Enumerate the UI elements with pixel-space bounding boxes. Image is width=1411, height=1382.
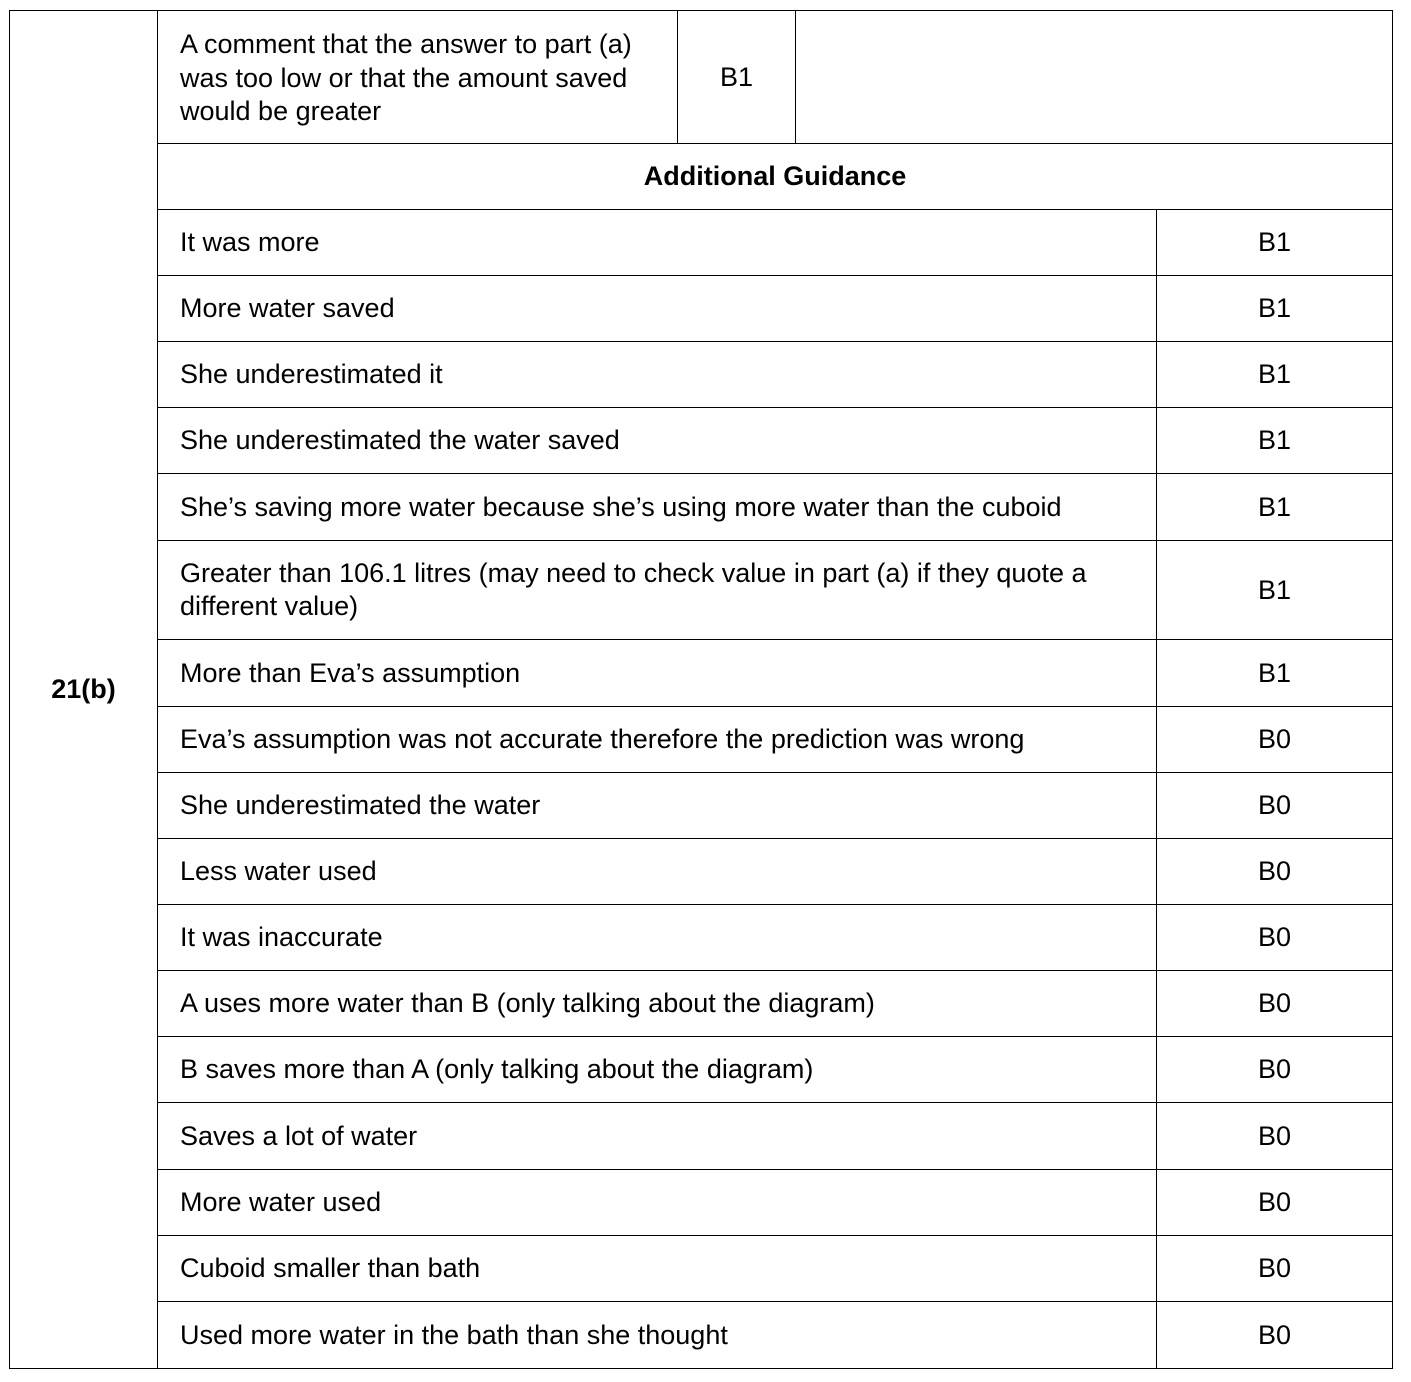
guidance-text: Saves a lot of water xyxy=(158,1103,1157,1169)
guidance-mark: B0 xyxy=(1257,922,1292,952)
guidance-row xyxy=(158,971,1392,1037)
guidance-text: It was more xyxy=(158,210,1157,275)
guidance-row xyxy=(158,276,1392,342)
guidance-mark: B0 xyxy=(1257,856,1292,886)
guidance-row xyxy=(158,905,1392,971)
guidance-mark: B0 xyxy=(1257,724,1292,754)
guidance-text: More than Eva’s assumption xyxy=(158,640,1157,706)
mark-scheme-table xyxy=(9,10,1393,1369)
guidance-row xyxy=(158,1302,1392,1368)
guidance-mark: B0 xyxy=(1257,1120,1292,1151)
guidance-row xyxy=(158,474,1392,541)
guidance-text: Eva’s assumption was not accurate therefore the prediction was wrong xyxy=(158,707,1157,772)
guidance-text: B saves more than A (only talking about the diagram) xyxy=(158,1037,1157,1102)
guidance-row xyxy=(158,1170,1392,1236)
mark-scheme-content xyxy=(158,11,1392,1368)
guidance-row xyxy=(158,1103,1392,1170)
answer-row xyxy=(158,11,1392,144)
guidance-mark: B1 xyxy=(1257,425,1292,455)
guidance-row xyxy=(158,773,1392,839)
guidance-mark: B1 xyxy=(1257,574,1292,605)
guidance-heading: Additional Guidance xyxy=(158,144,1392,210)
guidance-mark: B0 xyxy=(1257,1187,1292,1217)
guidance-mark: B1 xyxy=(1257,657,1292,688)
guidance-row xyxy=(158,1037,1392,1103)
guidance-mark: B0 xyxy=(1257,1253,1292,1283)
guidance-text: More water used xyxy=(158,1170,1157,1235)
guidance-text: She underestimated the water xyxy=(158,773,1157,838)
guidance-text: Less water used xyxy=(158,839,1157,904)
guidance-mark: B1 xyxy=(1257,293,1292,323)
guidance-mark: B0 xyxy=(1257,988,1292,1018)
guidance-row xyxy=(158,210,1392,276)
guidance-row xyxy=(158,408,1392,474)
guidance-row xyxy=(158,541,1392,640)
guidance-text: It was inaccurate xyxy=(158,905,1157,970)
guidance-mark: B1 xyxy=(1257,359,1292,389)
guidance-text: Used more water in the bath than she thought xyxy=(158,1302,1157,1368)
guidance-text: A uses more water than B (only talking about the diagram) xyxy=(158,971,1157,1036)
guidance-rows xyxy=(158,210,1392,1368)
guidance-row xyxy=(158,1236,1392,1302)
guidance-mark: B0 xyxy=(1257,790,1292,820)
guidance-row xyxy=(158,640,1392,707)
guidance-mark: B0 xyxy=(1257,1054,1292,1084)
guidance-mark: B0 xyxy=(1257,1319,1292,1350)
guidance-row xyxy=(158,839,1392,905)
guidance-text: More water saved xyxy=(158,276,1157,341)
guidance-mark: B1 xyxy=(1257,227,1292,257)
guidance-text: She underestimated the water saved xyxy=(158,408,1157,473)
guidance-text: Cuboid smaller than bath xyxy=(158,1236,1157,1301)
guidance-row xyxy=(158,342,1392,408)
answer-text: A comment that the answer to part (a) was too low or that the amount saved would be greater xyxy=(158,11,678,143)
answer-mark: B1 xyxy=(678,11,796,143)
guidance-mark: B1 xyxy=(1257,491,1292,522)
guidance-row xyxy=(158,707,1392,773)
guidance-text: She’s saving more water because she’s using more water than the cuboid xyxy=(158,474,1157,540)
guidance-text: Greater than 106.1 litres (may need to check value in part (a) if they quote a different value) xyxy=(158,541,1157,639)
guidance-text: She underestimated it xyxy=(158,342,1157,407)
question-number: 21(b) xyxy=(10,11,158,1368)
